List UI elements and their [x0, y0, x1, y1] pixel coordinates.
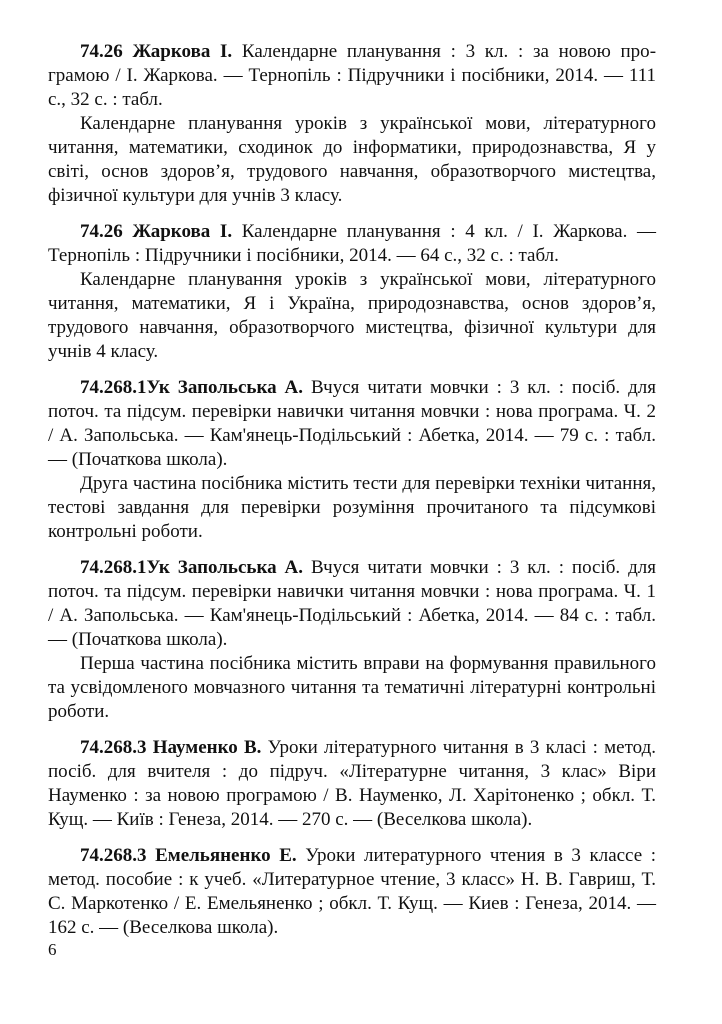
- bibliography-entry: [48, 40, 656, 208]
- entry-author: Науменко В.: [152, 737, 262, 758]
- bibliography-entry: [48, 844, 656, 940]
- bibliography-entry: [48, 556, 656, 724]
- entry-description: Вчуся читати мовчки : 3 кл. : посіб. для поточ. та підсум. перевірки навички читання мовчки : нова програма. Ч. 1 / А. Запольська. — Кам'янець-Подільський : Абетка, 2014. — 84 с. : табл. — (Початкова школа).: [48, 557, 657, 650]
- entry-description: Календарне планування : 3 кл. : за новою програмою / І. Жаркова. — Тернопіль : Підручники і посібники, 2014. — 111 с., 32 с. : табл.: [48, 41, 657, 110]
- entry-author: Емельяненко Е.: [155, 845, 297, 866]
- entry-annotation: Перша частина посібника містить вправи на формування правильного та усвідомленого мовчазного читання та тематичні літературні контрольні роботи.: [48, 653, 656, 722]
- page-number: 6: [48, 940, 57, 959]
- entry-code: 74.26: [80, 41, 123, 62]
- entry-code: 74.268.1Ук: [80, 377, 170, 398]
- bibliography-list: [48, 40, 656, 952]
- entry-citation: [48, 40, 656, 112]
- entry-code: 74.26: [80, 221, 123, 242]
- entry-code: 74.268.1Ук: [80, 557, 170, 578]
- entry-author: Запольська А.: [177, 557, 304, 578]
- entry-citation: [48, 736, 656, 832]
- entry-annotation: Календарне планування уроків з української мови, літературного читання, математики, Я і Україна, природознавства, основ здоров’я, трудового навчання, образотворчого мистецтва, фізичної культури для учнів 4 класу.: [48, 269, 656, 362]
- entry-author: Запольська А.: [177, 377, 304, 398]
- entry-code: 74.268.3: [80, 845, 147, 866]
- entry-description: Календарне планування : 4 кл. / І. Жаркова. — Тернопіль : Підручники і посібники, 2014. — 64 с., 32 с. : табл.: [48, 221, 656, 266]
- entry-annotation: Друга частина посібника містить тести для перевірки техніки читання, тестові завдання для перевірки розуміння прочитаного та підсумкові контрольні роботи.: [48, 473, 656, 542]
- entry-citation: [48, 376, 656, 472]
- entry-code: 74.268.3: [80, 737, 147, 758]
- entry-author: Жаркова І.: [132, 41, 233, 62]
- entry-citation: [48, 220, 656, 268]
- entry-author: Жаркова І.: [132, 221, 233, 242]
- entry-description: Уроки літературного читання в 3 класі : метод. посіб. для вчителя : до підруч. «Літературне читання, 3 клас» Віри Науменко : за новою програмою / В. Науменко, Л. Харітоненко ; обкл. Т. Кущ. — Київ : Генеза, 2014. — 270 с. — (Веселкова школа).: [48, 737, 657, 830]
- bibliography-entry: [48, 220, 656, 364]
- bibliography-entry: [48, 376, 656, 544]
- bibliography-entry: [48, 736, 656, 832]
- entry-description: Вчуся читати мовчки : 3 кл. : посіб. для поточ. та підсум. перевірки навички читання мовчки : нова програма. Ч. 2 / А. Запольська. — Кам'янець-Подільський : Абетка, 2014. — 79 с. : табл. — (Початкова школа).: [48, 377, 657, 470]
- entry-annotation: Календарне планування уроків з української мови, літературного читання, математики, сходинок до інформатики, природознавства, Я у світі, основ здоров’я, трудового навчання, образотворчого мистецтва, фізичної культури для учнів 3 класу.: [48, 113, 656, 206]
- entry-description: Уроки литературного чтения в 3 классе : метод. пособие : к учеб. «Литературное чтение, 3 класс» Н. В. Гавриш, Т. С. Маркотенко / Е. Емельяненко ; обкл. Т. Кущ. — Киев : Генеза, 2014. — 162 с. — (Веселкова школа).: [48, 845, 657, 938]
- entry-citation: [48, 844, 656, 940]
- entry-citation: [48, 556, 656, 652]
